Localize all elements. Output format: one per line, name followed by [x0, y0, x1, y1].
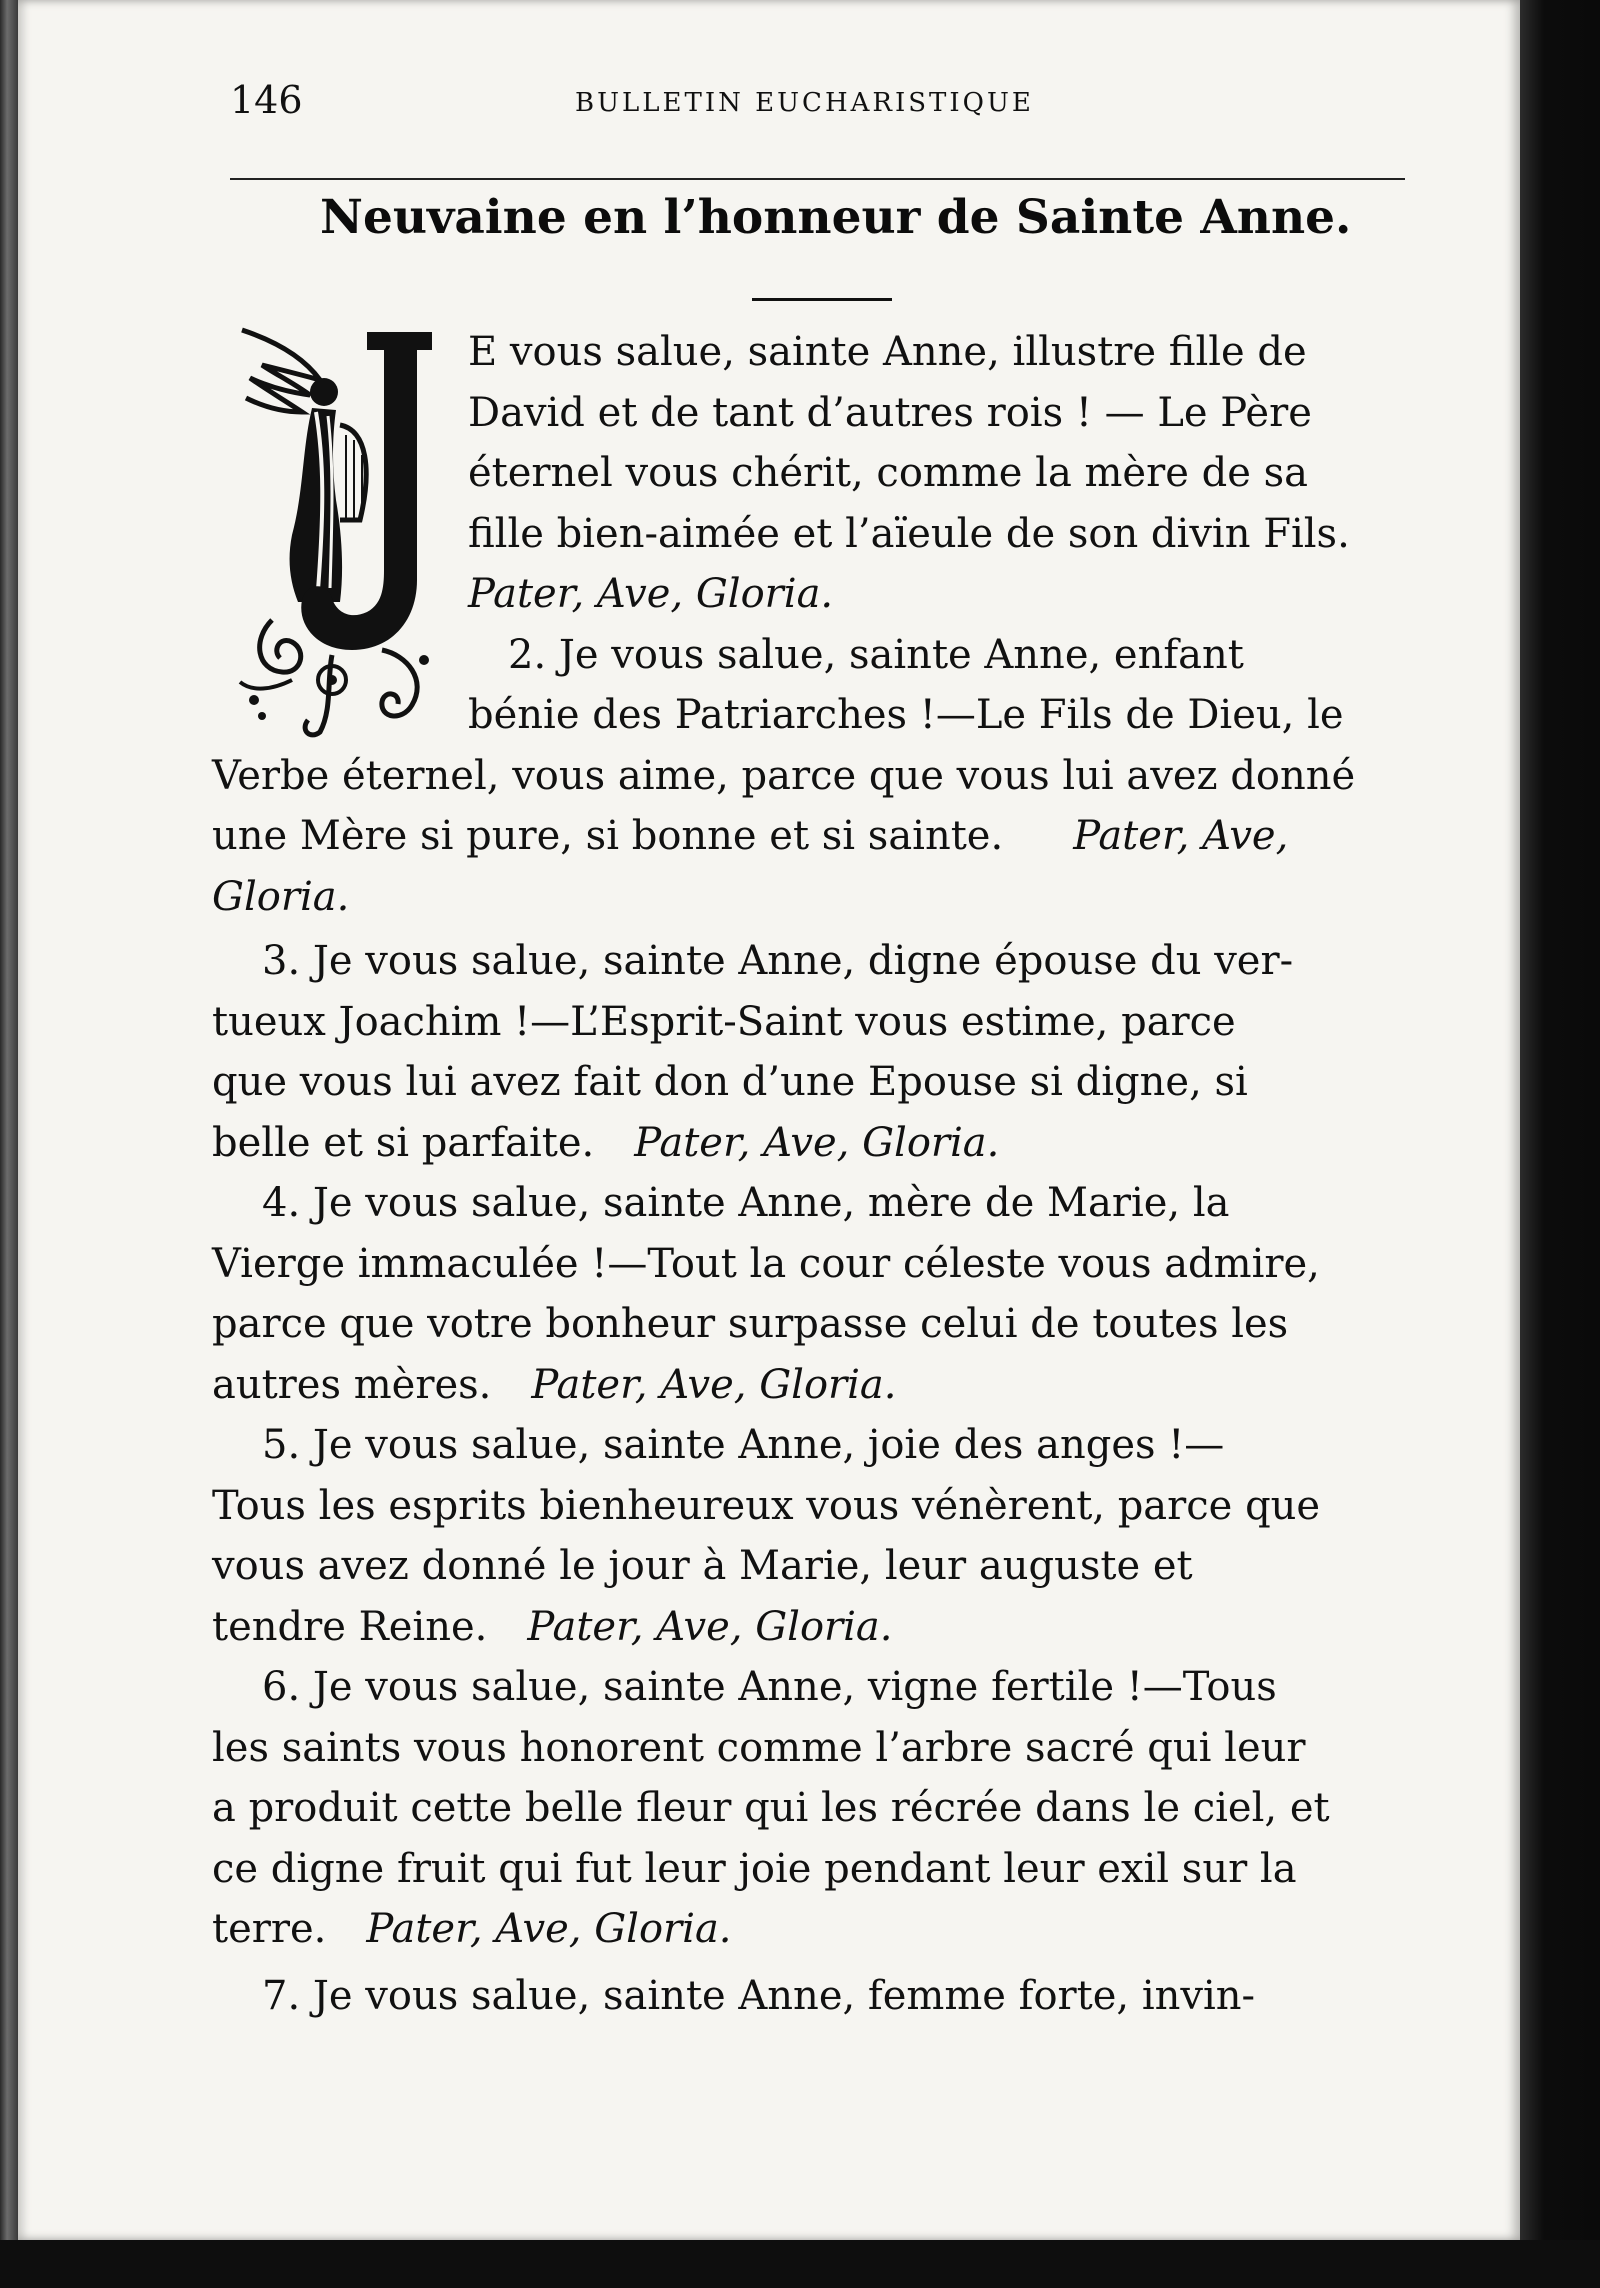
text-line-with-prayer [212, 1355, 1412, 1416]
text-line: Vierge immaculée !—Tout la cour céleste vous admire, [212, 1240, 1320, 1287]
text-line: E vous salue, sainte Anne, illustre fille de [468, 329, 1307, 375]
title-rule [752, 298, 892, 301]
text-line: David et de tant d’autres rois ! — Le Père [468, 389, 1312, 436]
prayer-span: Pater, Ave, [1073, 813, 1289, 859]
text-line: Tous les esprits bienheureux vous vénèrent, parce que [212, 1482, 1321, 1529]
text-line: 2. Je vous salue, sainte Anne, enfant [508, 631, 1244, 678]
article-title: Neuvaine en l’honneur de Sainte Anne. [320, 190, 1352, 245]
paragraph-7 [212, 1966, 1412, 2027]
text-line-with-prayer [212, 1113, 1412, 1174]
text-line: 5. Je vous salue, sainte Anne, joie des anges !— [262, 1422, 1225, 1468]
text-line: vous avez donné le jour à Marie, leur auguste et [212, 1543, 1193, 1589]
text-line: ce digne fruit qui fut leur joie pendant leur exil sur la [212, 1845, 1297, 1892]
paragraph-6 [212, 1657, 1412, 1960]
text-span: tendre Reine. [212, 1603, 488, 1650]
text-line: que vous lui avez fait don d’une Epouse si digne, si [212, 1059, 1248, 1105]
page-edge-shadow [1520, 0, 1600, 2288]
text-line: parce que votre bonheur surpasse celui de toutes les [212, 1301, 1289, 1347]
text-line: 6. Je vous salue, sainte Anne, vigne fertile !—Tous [262, 1664, 1277, 1710]
paragraph-3 [212, 931, 1412, 1173]
text-line: éternel vous chérit, comme la mère de sa [468, 450, 1308, 496]
text-line: 7. Je vous salue, sainte Anne, femme forte, invin- [262, 1972, 1256, 2019]
paragraph-2 [212, 625, 1412, 928]
prayer-line: Pater, Ave, Gloria. [468, 571, 834, 617]
paragraph-1 [212, 322, 1412, 625]
text-line-with-prayer [212, 1899, 1412, 1960]
text-line: les saints vous honorent comme l’arbre sacré qui leur [212, 1724, 1306, 1771]
text-span: terre. [212, 1906, 327, 1952]
prayer-span: Pater, Ave, Gloria. [366, 1906, 732, 1952]
text-span: une Mère si pure, si bonne et si sainte. [212, 813, 1004, 859]
text-line: Verbe éternel, vous aime, parce que vous lui avez donné [212, 752, 1356, 799]
paragraph-4 [212, 1173, 1412, 1415]
page-number: 146 [230, 78, 303, 122]
body-text [212, 322, 1412, 2026]
text-line: 3. Je vous salue, sainte Anne, digne épouse du ver- [262, 938, 1294, 984]
text-line-with-prayer [212, 806, 1412, 867]
running-head [230, 78, 1410, 138]
prayer-span: Pater, Ave, Gloria. [527, 1603, 893, 1650]
binding-edge [0, 0, 18, 2288]
text-line: 4. Je vous salue, sainte Anne, mère de Marie, la [262, 1180, 1230, 1226]
header-rule [230, 178, 1405, 180]
text-line: a produit cette belle fleur qui les récrée dans le ciel, et [212, 1785, 1330, 1831]
paragraph-5 [212, 1415, 1412, 1657]
text-line: bénie des Patriarches !—Le Fils de Dieu, le [468, 692, 1344, 738]
text-line: tueux Joachim !—L’Esprit-Saint vous estime, parce [212, 998, 1236, 1045]
text-span: autres mères. [212, 1361, 492, 1408]
text-line-with-prayer [212, 1597, 1412, 1658]
text-line: fille bien-aimée et l’aïeule de son divin Fils. [468, 510, 1350, 557]
journal-title: BULLETIN EUCHARISTIQUE [575, 88, 1034, 118]
prayer-line: Gloria. [212, 873, 350, 920]
prayer-span: Pater, Ave, Gloria. [531, 1361, 897, 1408]
text-span: belle et si parfaite. [212, 1119, 595, 1166]
scan-bottom-edge [0, 2240, 1600, 2288]
prayer-span: Pater, Ave, Gloria. [634, 1119, 1000, 1166]
